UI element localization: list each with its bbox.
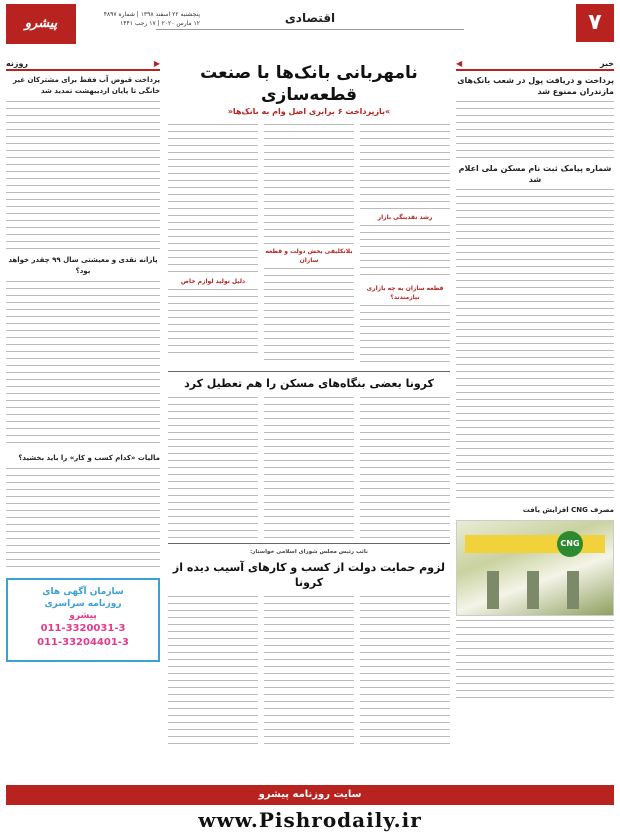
article-body xyxy=(264,596,354,746)
story-headline: لزوم حمایت دولت از کسب و کارهای آسیب دیده از کرونا xyxy=(172,561,446,589)
photo-headline: مصرف CNG افزایش یافت xyxy=(522,506,614,514)
arrow-icon: ◀ xyxy=(456,59,463,68)
column-header-brief xyxy=(6,58,160,71)
brief-headline: پارانه نقدی و معیشتی سال ۹۹ چقدر خواهد بود؟ xyxy=(8,256,158,275)
story-kicker: نائب رئیس مجلس شورای اسلامی خواستار: xyxy=(249,549,368,555)
ad-line: سازمان آگهی های xyxy=(42,587,124,597)
cng-logo-icon: CNG xyxy=(557,531,583,557)
article-body xyxy=(264,268,354,364)
main-headline: نامهربانی بانک‌ها با صنعت قطعه‌سازی xyxy=(200,63,418,105)
fuel-pump-icon xyxy=(567,571,579,609)
brief-headline: پرداخت قبوض آب فقط برای مشترکان غیر خانگی تا پایان اردیبهشت تمدید شد xyxy=(13,76,160,95)
date-line-1: پنجشنبه ۲۲ اسفند ۱۳۹۸ | شماره ۴۸۹۷ xyxy=(103,11,200,18)
article-body xyxy=(168,124,258,274)
column-header-news xyxy=(456,58,614,71)
article-body xyxy=(360,124,450,210)
center-main-story xyxy=(168,58,450,777)
subheading: رشد نقدینگی بازار xyxy=(377,214,433,221)
article-body xyxy=(168,596,258,746)
section-title: اقتصادی xyxy=(156,8,464,30)
page-header xyxy=(6,4,614,44)
right-news-column xyxy=(456,58,614,777)
article-body xyxy=(360,596,450,746)
news-headline: پرداخت و دریافت پول در شعب بانک‌های مازندران ممنوع شد xyxy=(457,76,614,96)
article-body xyxy=(264,397,354,539)
site-banner: سایت روزنامه پیشرو xyxy=(6,785,614,805)
date-line-2: ۱۲ مارس ۲۰۲۰ | ۱۷ رجب ۱۴۴۱ xyxy=(120,20,200,27)
left-brief-column xyxy=(6,58,160,777)
page-number: ۷ xyxy=(576,4,614,42)
subheading: بلاتکلیفی بخش دولت و قطعه سازان xyxy=(265,248,353,264)
article-body xyxy=(360,225,450,281)
divider xyxy=(168,543,450,544)
advertising-box xyxy=(6,578,160,662)
cng-station-photo xyxy=(456,520,614,616)
story-columns xyxy=(168,124,450,367)
article-body xyxy=(456,101,614,159)
brief-headline: مالیات «کدام کسب و کار» را باید بخشید؟ xyxy=(18,454,160,462)
ad-phone: 011-3320031-3 xyxy=(40,623,126,634)
main-kicker: »بازپرداخت ۶ برابری اصل وام به بانک‌ها« xyxy=(227,107,391,116)
article-body xyxy=(168,289,258,355)
story-columns xyxy=(168,397,450,539)
fuel-pump-icon xyxy=(527,571,539,609)
ad-line: روزنامه سراسری xyxy=(44,599,122,609)
newspaper-logo: پیشرو xyxy=(6,4,76,44)
news-headline: شماره پیامک ثبت نام مسکن ملی اعلام شد xyxy=(458,164,612,184)
article-body xyxy=(360,397,450,539)
article-body xyxy=(6,468,160,572)
issue-date xyxy=(80,10,200,28)
article-body xyxy=(360,305,450,367)
story-headline: کرونا بعضی بنگاه‌های مسکن را هم تعطیل کرد xyxy=(184,377,434,390)
article-body xyxy=(456,189,614,501)
divider xyxy=(168,371,450,372)
article-body xyxy=(6,101,160,251)
article-body xyxy=(456,620,614,698)
ad-line: پیشرو xyxy=(69,611,97,621)
article-body xyxy=(168,397,258,539)
article-body xyxy=(264,124,354,244)
arrow-icon: ▶ xyxy=(153,59,160,68)
website-url[interactable]: www.Pishrodaily.ir xyxy=(198,808,422,832)
subheading: دلیل تولید لوازم خاص xyxy=(180,278,246,285)
column-label: روزنه xyxy=(6,59,29,68)
subheading: قطعه سازان به چه بازاری نیازمندند؟ xyxy=(366,285,444,301)
station-canopy xyxy=(465,535,605,553)
column-label: خبر xyxy=(599,59,614,68)
article-body xyxy=(6,281,160,449)
fuel-pump-icon xyxy=(487,571,499,609)
story-columns xyxy=(168,596,450,746)
ad-phone: 011-33204401-3 xyxy=(37,637,129,648)
